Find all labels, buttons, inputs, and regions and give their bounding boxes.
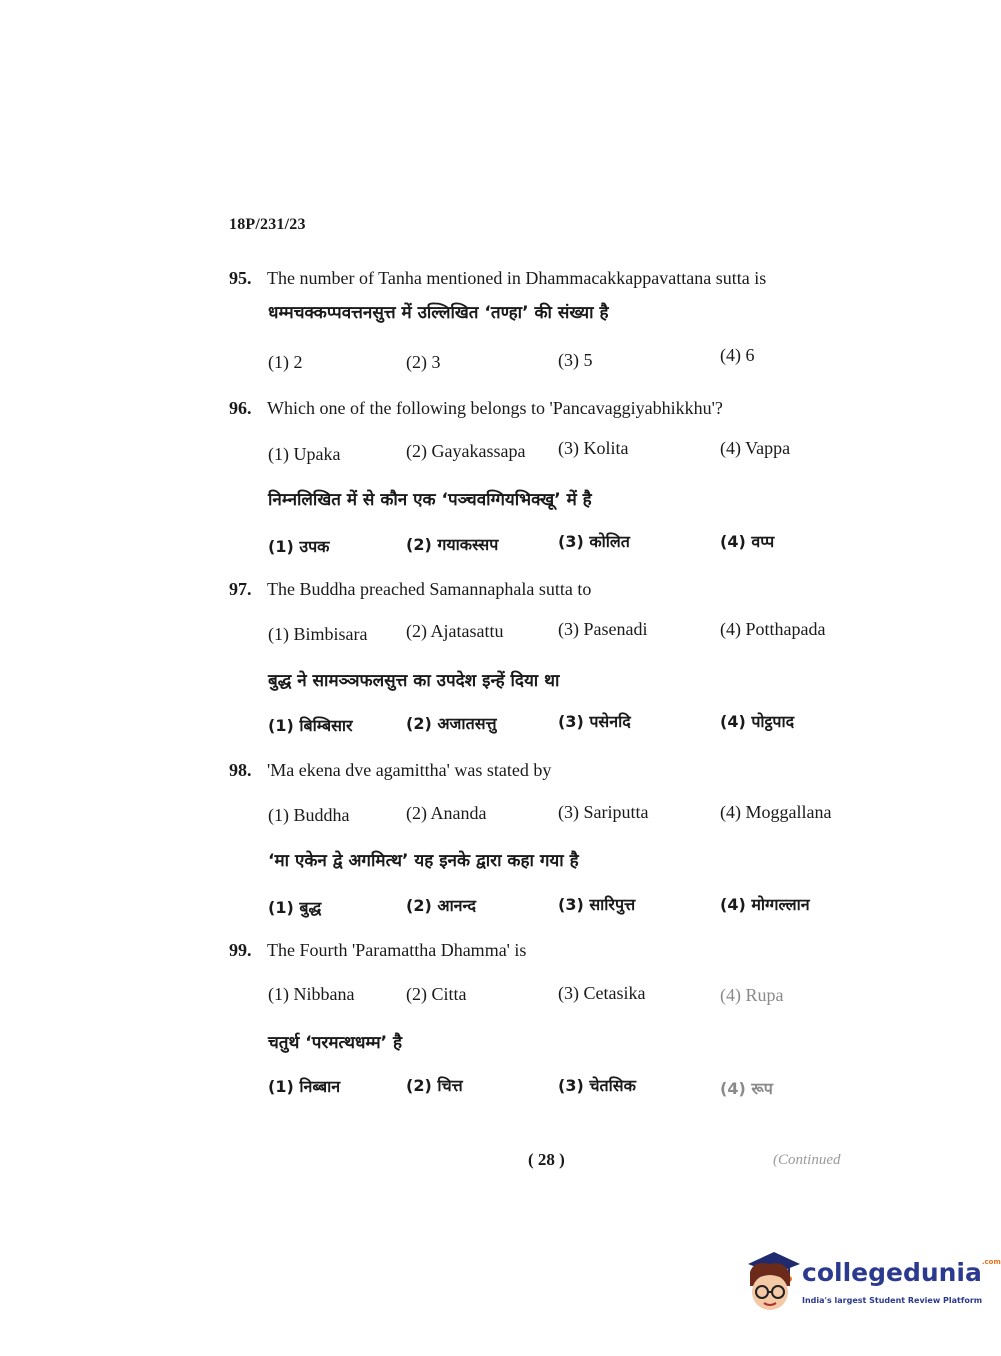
q98-option-2: (2) Ananda [406, 803, 487, 823]
q97-option-hi-1: (1) बिम्बिसार [268, 716, 353, 735]
q98-option-hi-1: (1) बुद्ध [268, 898, 322, 917]
continued-note: (Continued [773, 1152, 841, 1168]
q96-option-hi-4: (4) वप्प [720, 532, 775, 551]
q99-option-hi-1: (1) निब्बान [268, 1077, 341, 1096]
q96-option-hi-2: (2) गयाकस्सप [406, 535, 499, 554]
q97-option-hi-3: (3) पसेनदि [558, 712, 631, 731]
logo-com: .com [981, 1258, 1001, 1266]
q99-option-4: (4) Rupa [720, 985, 784, 1005]
question-99 [229, 940, 526, 961]
mascot-icon [744, 1250, 800, 1314]
logo-wordmark: collegedunia$^{.com}$ [802, 1258, 1001, 1287]
question-number: 95. [229, 268, 252, 288]
question-95 [229, 268, 766, 289]
logo-tagline: India's largest Student Review Platform [802, 1296, 983, 1305]
q95-option-3: (3) 5 [558, 350, 593, 370]
question-98 [229, 760, 551, 781]
q99-option-3: (3) Cetasika [558, 983, 646, 1003]
q99-option-hi-2: (2) चित्त [406, 1076, 463, 1095]
q96-option-2: (2) Gayakassapa [406, 441, 526, 461]
question-95-text-hi: धम्मचक्कप्पवत्तनसुत्त में उल्लिखित ‘तण्हा’ की संख्या है [268, 303, 609, 323]
question-text-en: Which one of the following belongs to 'Pancavaggiyabhikkhu'? [267, 398, 723, 418]
question-96-text-hi: निम्नलिखित में से कौन एक ‘पञ्चवग्गियभिक्खू’ में है [268, 490, 592, 510]
q96-option-4: (4) Vappa [720, 438, 791, 458]
q98-option-hi-3: (3) सारिपुत्त [558, 895, 636, 914]
q97-option-hi-4: (4) पोट्ठपाद [720, 712, 795, 731]
paper-code: 18P/231/23 [229, 216, 306, 233]
q98-option-3: (3) Sariputta [558, 802, 649, 822]
q97-option-3: (3) Pasenadi [558, 619, 648, 639]
question-99-text-hi: चतुर्थ ‘परमत्थधम्म’ है [268, 1033, 403, 1053]
page-number: ( 28 ) [528, 1150, 565, 1169]
q98-option-hi-2: (2) आनन्द [406, 896, 477, 915]
question-text-en: 'Ma ekena dve agamittha' was stated by [267, 760, 552, 780]
q97-option-4: (4) Potthapada [720, 619, 826, 639]
q98-option-4: (4) Moggallana [720, 802, 832, 822]
question-97 [229, 579, 591, 600]
q95-option-2: (2) 3 [406, 352, 441, 372]
q96-option-hi-3: (3) कोलित [558, 532, 630, 551]
question-number: 96. [229, 398, 252, 418]
q96-option-1: (1) Upaka [268, 444, 341, 464]
q97-option-1: (1) Bimbisara [268, 624, 368, 644]
q98-option-1: (1) Buddha [268, 805, 350, 825]
q97-option-hi-2: (2) अजातसत्तु [406, 714, 497, 733]
q95-option-4: (4) 6 [720, 345, 755, 365]
question-number: 98. [229, 760, 252, 780]
question-97-text-hi: बुद्ध ने सामञ्ञफलसुत्त का उपदेश इन्हें दिया था [268, 671, 560, 691]
q96-option-hi-1: (1) उपक [268, 537, 330, 556]
q99-option-hi-3: (3) चेतसिक [558, 1076, 636, 1095]
q96-option-3: (3) Kolita [558, 438, 629, 458]
question-96 [229, 398, 723, 419]
question-text-en: The Fourth 'Paramattha Dhamma' is [267, 940, 527, 960]
question-text-en: The Buddha preached Samannaphala sutta to [267, 579, 592, 599]
q99-option-1: (1) Nibbana [268, 984, 355, 1004]
q95-option-1: (1) 2 [268, 352, 303, 372]
q97-option-2: (2) Ajatasattu [406, 621, 504, 641]
collegedunia-logo [744, 1250, 1001, 1320]
question-number: 97. [229, 579, 252, 599]
question-98-text-hi: ‘मा एकेन द्वे अगमित्थ’ यह इनके द्वारा कहा गया है [268, 851, 579, 871]
q99-option-2: (2) Citta [406, 984, 467, 1004]
question-number: 99. [229, 940, 252, 960]
question-text-en: The number of Tanha mentioned in Dhammacakkappavattana sutta is [267, 268, 767, 288]
q99-option-hi-4: (4) रूप [720, 1079, 773, 1098]
q98-option-hi-4: (4) मोग्गल्लान [720, 895, 810, 914]
